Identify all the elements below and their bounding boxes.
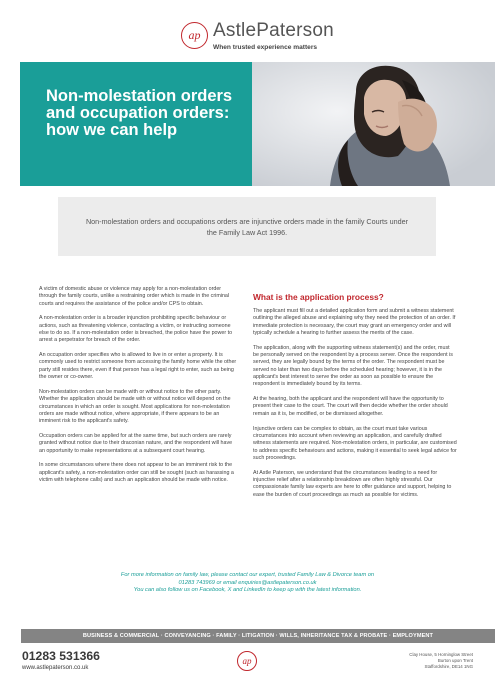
left-column [39, 286, 237, 492]
brand-logo [181, 22, 208, 49]
logo-monogram: ap [188, 28, 201, 42]
left-paragraph-2: A non-molestation order is a broader injunction prohibiting specific behaviour or actions, such as threatening violence, contacting a victim, or instructing someone else to do so. If a non-molestation order is breached, the police have the power to arrest a perpetrator for breach of the order. [39, 315, 233, 344]
intro-text: Non-molestation orders and occupations orders are injunctive orders made in the family Courts under the Family Law Act 1996. [85, 216, 408, 237]
left-paragraph-4: Non-molestation orders can be made with or without notice to the other party. Whether the application should be made with or without notice will depend on the circumstances in which an order is sought. Most applications for non-molestation orders are made without notice, where appropriate, if there appears to be an imminent risk to the applicant's safety. [39, 388, 231, 425]
right-paragraph-5: At Astle Paterson, we understand that the circumstances leading to a need for injunctive relief after a relationship breakdown are often highly stressful. Our compassionate family law experts are here to offer guidance and support, helping to ease the burden of court proceedings as much as possible for victims. [253, 469, 452, 498]
right-paragraph-4: Injunctive orders can be complex to obtain, as the court must take various circumstances into account when reviewing an application, and carefully drafted witness statements are required. Non-molestation orders, in particular, are customised to address specific behaviours and actions, making it essential to seek legal advice for such proceedings. [253, 425, 457, 461]
section-heading: What is the application process? [253, 292, 384, 302]
services-bar [21, 629, 495, 643]
left-paragraph-5: Occupation orders can be applied for at the same time, but such orders are rarely granted without notice due to their draconian nature, and the respondent will have an opportunity to make representations at a subsequent court hearing. [39, 432, 233, 454]
office-address [409, 652, 473, 670]
contact-callout-line-1: For more information on family law, please contact our expert, trusted Family Law & Divorce team on [120, 572, 375, 578]
hero-banner [20, 62, 495, 186]
contact-callout [40, 572, 455, 595]
right-paragraph-1: The applicant must fill out a detailed application form and submit a witness statement outlining the alleged abuse and explaining why they need the protection of an order. If immediate protection is necessary, the court may grant an emergency order and will typically schedule a hearing to further assess the merits of the case. [253, 308, 456, 337]
hero-title: Non-molestation orders and occupation orders: how we can help [46, 87, 233, 139]
right-paragraph-2: The application, along with the supporting witness statement(s) and the order, must be personally served on the respondent by a process server. Once the respondent is served, they are legally bound by the terms of the order. The respondent must be served no later than two days before the scheduled hearing; however, it is in the applicant's best interest to serve the order as soon as possible to ensure the respondent is immediately bound by its terms. [253, 344, 453, 388]
contact-callout-line-3: You can also follow us on Facebook, X and LinkedIn to keep up with the latest information. [133, 587, 362, 594]
address-line-2: Burton upon Trent [437, 658, 473, 664]
intro-band [58, 197, 436, 256]
address-line-1: Clay House, 5 Horninglow Street [409, 652, 473, 657]
hero-photo [252, 62, 495, 186]
right-column [253, 292, 457, 506]
address-line-3: Staffordshire, DE14 1NG [424, 664, 473, 670]
website-link[interactable]: www.astlepaterson.co.uk [22, 665, 89, 671]
right-paragraph-3: At the hearing, both the applicant and the respondent will have the opportunity to present their case to the court. The court will then decide whether the order should remain as it is, be modified, or be dismissed altogether. [253, 396, 448, 417]
brand-name: AstlePaterson [213, 20, 334, 41]
left-paragraph-6: In some circumstances where there does not appear to be an imminent risk to the applicant's safety, a non-molestation order can still be sought (such as harassing a victim with telephone calls) and such an application should be made with notice. [39, 462, 234, 483]
left-paragraph-1: A victim of domestic abuse or violence may apply for a non-molestation order through the family courts, unlike a restraining order which is made in the criminal courts and requires the assistance of the police and/or CPS to obtain. [39, 286, 230, 307]
services-list: BUSINESS & COMMERCIAL · CONVEYANCING · FAMILY · LITIGATION · WILLS, INHERITANCE TAX & PROBATE · EMPLOYMENT [82, 633, 434, 639]
left-paragraph-3: An occupation order specifies who is allowed to live in or enter a property. It is commonly used to restrict someone from accessing the family home while the other party still resides there, even if that person has a legal right to enter, such as being the owner or co-owner. [39, 352, 237, 381]
hero-title-panel [20, 62, 252, 186]
footer-logo [237, 651, 257, 671]
distressed-woman-illustration [252, 62, 495, 186]
contact-callout-line-2[interactable]: 01283 743969 or email enquiries@astlepaterson.co.uk [178, 579, 317, 586]
footer-logo-monogram: ap [242, 656, 252, 666]
phone-number[interactable]: 01283 531366 [22, 649, 100, 663]
brand-tagline: When trusted experience matters [213, 44, 318, 51]
